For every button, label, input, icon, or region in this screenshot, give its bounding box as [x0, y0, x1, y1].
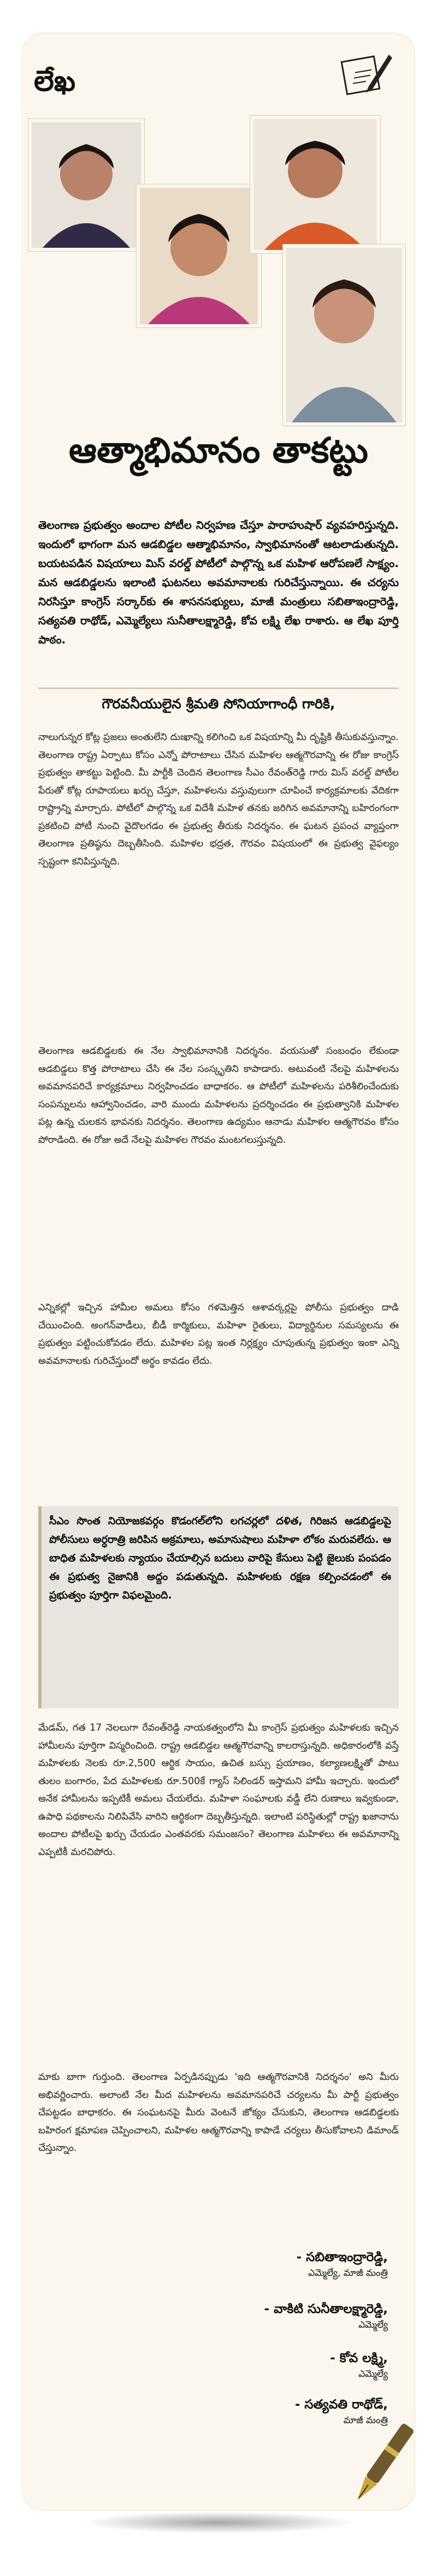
intro-text: తెలంగాణ ప్రభుత్వం అందాల పోటీల నిర్వహణ చేస్తూ పారాహుషార్‌ వ్యవహరిస్తున్నది. ఇందులో భాగంగా మన ఆడబిడ్డల ఆత్మాభిమానం, స్వాభిమానంతో ఆటలాడుతున్నది. బయటపడిన విషయాలు మిస్‌ వరల్డ్‌ పోటీలో పాల్గొన్న ఒక మహిళ ఆరోపణలే సాక్ష్యం. మన ఆడబిడ్డలను ఇలాంటి ఘటనలు అవమానాలకు గురిచేస్తున్నాయి. ఈ చర్యను నిరసిస్తూ కాంగ్రెస్‌ సర్కార్‌కు ఈ శాసనసభ్యులు, మాజీ మంత్రులు సబితాఇంద్రారెడ్డి, సత్యవతి రాథోడ్‌, ఎమ్మెల్యేలు సునీతాలక్ష్మారెడ్డి, కోవ లక్ష్మి లేఖ రాశారు. ఆ లేఖ పూర్తి పాఠం. — [38, 518, 399, 646]
portrait-photo — [28, 119, 144, 251]
signatory-role: మాజీ మంత్రి — [343, 2415, 388, 2426]
divider — [38, 688, 399, 689]
signatory — [264, 2300, 388, 2332]
body-paragraph: మాకు బాగా గుర్తుంది. తెలంగాణ ఏర్పడినప్పుడు 'ఇది ఆత్మగౌరవానికి నిదర్శనం' అని మీరు అభివర్ణించారు. అలాంటి నేల మీద మహిళలను అవమానపరిచే చర్యలను మీ పార్టీ ప్రభుత్వం చేపట్టడం బాధాకరం. ఈ సంఘటనపై మీరు వెంటనే జోక్యం చేసుకుని, తెలంగాణ ఆడబిడ్డలకు బహిరంగ క్షమాపణ చెప్పించాలని, మహిళల ఆత్మగౌరవాన్ని కాపాడే చర్యలు తీసుకోవాలని డిమాండ్‌ చేస్తున్నాం. — [38, 2072, 399, 2154]
signatory-role: ఎమ్మెల్యే — [358, 2319, 388, 2330]
signatory — [330, 2350, 388, 2381]
body-paragraph: మేడమ్‌, గత 17 నెలలుగా రేవంత్‌రెడ్డి నాయకత్వంలోని మీ కాంగ్రెస్‌ ప్రభుత్వం మహిళలకు ఇచ్చిన హామీలను పూర్తిగా విస్మరించింది. రాష్ట్ర ఆడబిడ్డల ఆత్మగౌరవాన్ని కాలరాస్తున్నది. అధికారంలోకి వస్తే మహిళలకు నెలకు రూ.2,500 ఆర్థిక సాయం, ఉచిత బస్సు ప్రయాణం, కల్యాణలక్ష్మితో పాటు తులం బంగారం, పేద మహిళలకు రూ.500కే గ్యాస్‌ సిలిండర్‌ ఇస్తామని హామీ ఇచ్చారు. ఇందులో అనేక హామీలను ఇప్పటికీ అమలు చేయలేదు. మహిళా సంఘాలకు వడ్డీ లేని రుణాలు ఇవ్వకుండా, ఉపాధి పథకాలను నిలిపివేసి వారిని ఆర్థికంగా దెబ్బతీస్తున్నది. ఇలాంటి పరిస్థితుల్లో రాష్ట్ర ఖజానాను అందాల పోటీలపై ఖర్చు చేయడం ఎంతవరకు సమంజసం? తెలంగాణ మహిళలు ఈ అవమానాన్ని ఎప్పటికీ మరచిపోరు. — [38, 1722, 399, 1858]
headline: ఆత్మాభిమానం తాకట్టు — [69, 430, 368, 471]
body-paragraph: నాలుగున్నర కోట్ల ప్రజలు అంతులేని దుఃఖాన్ని కలిగించి ఒక విషయాన్ని మీ దృష్టికి తీసుకువస్తున్నాం. తెలంగాణ రాష్ట్ర ఏర్పాటు కోసం ఎన్నో పోరాటాలు చేసిన మహిళల ఆత్మగౌరవాన్ని ఈ రోజు కాంగ్రెస్‌ ప్రభుత్వం తాకట్టు పెట్టింది. మీ పార్టీకి చెందిన తెలంగాణ సీఎం రేవంత్‌రెడ్డి గారు మిస్‌ వరల్డ్‌ పోటీల పేరుతో కోట్ల రూపాయలు ఖర్చు చేస్తూ, మహిళలను వస్తువులుగా చూపించే కార్యక్రమాలకు వేదికగా రాష్ట్రాన్ని మార్చారు. పోటీలో పాల్గొన్న ఒక విదేశీ మహిళ తనకు జరిగిన అవమానాన్ని బహిరంగంగా ప్రకటించి పోటీ నుంచి వైదొలగడం ఈ ప్రభుత్వ తీరుకు నిదర్శనం. ఈ ఘటన ప్రపంచ వ్యాప్తంగా తెలంగాణ ప్రతిష్ఠను దెబ్బతీసింది. మహిళల భద్రత, గౌరవం విషయంలో ఈ ప్రభుత్వ వైఫల్యం స్పష్టంగా కనిపిస్తున్నది. — [38, 732, 399, 867]
portrait-photo — [283, 245, 405, 426]
portrait-photo — [137, 184, 261, 327]
signatory-name: - కోవ లక్ష్మి, — [330, 2351, 388, 2365]
photo-collage — [27, 82, 399, 426]
portrait-photo — [250, 116, 380, 253]
body-paragraph: ఎన్నికల్లో ఇచ్చిన హామీల అమలు కోసం గళమెత్తిన ఆశావర్కర్లపై పోలీసు ప్రభుత్వం దాడి చేయించింది. అంగన్‌వాడీలు, బీడీ కార్మికులు, మహిళా రైతులు, విద్యార్థినుల సమస్యలను ఈ ప్రభుత్వం పట్టించుకోవడం లేదు. మహిళల పట్ల ఇంత నిర్లక్ష్యం చూపుతున్న ప్రభుత్వం ఇంకా ఎన్ని అవమానాలకు గురిచేస్తుందో అర్థం కావడం లేదు. — [38, 1302, 399, 1367]
body-paragraph: తెలంగాణ ఆడబిడ్డలకు ఈ నేల స్వాభిమానానికి నిదర్శనం. వయసుతో సంబంధం లేకుండా ఆడబిడ్డలు కొత్త పోరాటాలు చేసి ఈ నేల సంస్కృతిని కాపాడారు. అటువంటి నేలపై మహిళలను అవమానపరిచే కార్యక్రమాలు నిర్వహించడం బాధాకరం. ఆ పోటీలో మహిళలను పరిశీలించేందుకు సంపన్నులను ఆహ్వానించడం, వారి ముందు మహిళలను ప్రదర్శించడం ఈ ప్రభుత్వానికి మహిళల పట్ల ఉన్న చులకన భావనకు నిదర్శనం. తెలంగాణ ఉద్యమం ఆనాడు మహిళల ఆత్మగౌరవం కోసం పోరాడింది. ఈ రోజు అదే నేలపై మహిళల గౌరవం మంటగలుస్తున్నది. — [38, 1046, 399, 1146]
signatory-role: ఎమ్మెల్యే, మాజీ మంత్రి — [308, 2268, 388, 2279]
signatory — [297, 2249, 388, 2280]
fountain-pen-icon — [345, 2412, 416, 2521]
section-title: లేఖ — [34, 64, 76, 98]
page-shadow — [82, 2512, 355, 2533]
signatory-name: - సబితాఇంద్రారెడ్డి, — [296, 2250, 388, 2264]
signatory-name: - సత్యవతి రాథోడ్‌, — [294, 2398, 388, 2412]
signatory-role: ఎమ్మెల్యే — [358, 2369, 388, 2380]
salutation: గౌరవనీయులైన శ్రీమతి సోనియాగాంధీ గారికి, — [102, 696, 335, 712]
highlight-box: సీఎం సొంత నియోజకవర్గం కొడంగల్‌లోని లగచర్లలో దళిత, గిరిజన ఆడబిడ్డలపై పోలీసులు అర్ధరాత్రి జరిపిన అక్రమాలు, అమానుషాలు మహిళా లోకం మరువలేదు. ఆ బాధిత మహిళలకు న్యాయం చేయాల్సిన బదులు వారిపై కేసులు పెట్టి జైలుకు పంపడం ఈ ప్రభుత్వ నైజానికి అద్దం పడుతున్నది. మహిళలకు రక్షణ కల్పించడంలో ఈ ప్రభుత్వం పూర్తిగా విఫలమైంది. — [38, 1506, 399, 1708]
signatory-name: - వాకిటి సునీతాలక్ష్మారెడ్డి, — [264, 2302, 388, 2316]
